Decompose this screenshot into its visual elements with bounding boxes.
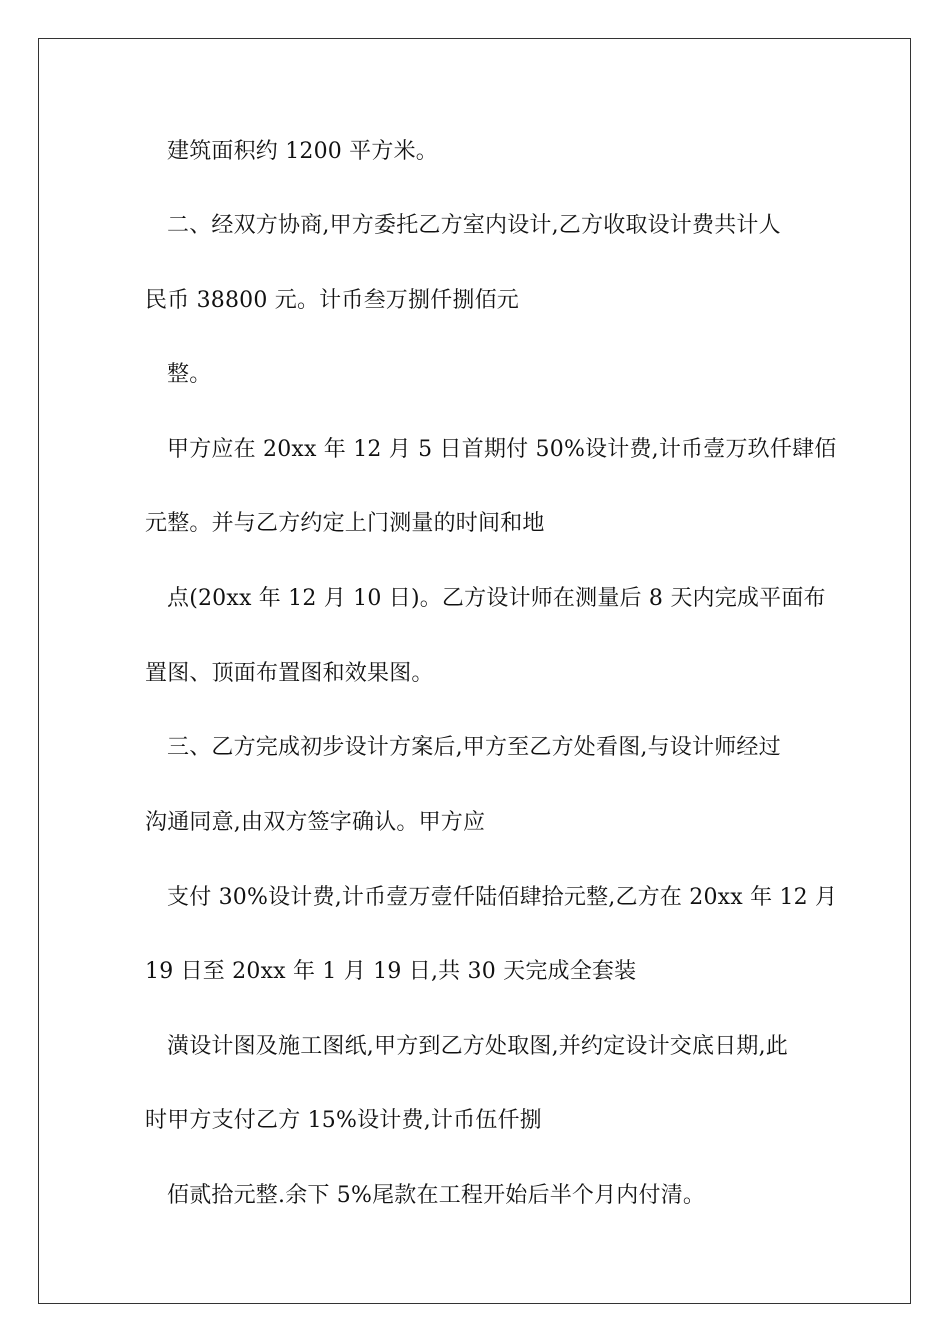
text-line: 甲方应在 20xx 年 12 月 5 日首期付 50%设计费,计币壹万玖仟肆佰: [167, 437, 837, 462]
text-line: 19 日至 20xx 年 1 月 19 日,共 30 天完成全套装: [145, 959, 637, 984]
text-line: 时甲方支付乙方 15%设计费,计币伍仟捌: [145, 1108, 542, 1133]
text-line: 整。: [167, 362, 212, 387]
text-line: 支付 30%设计费,计币壹万壹仟陆佰肆拾元整,乙方在 20xx 年 12 月: [167, 885, 838, 910]
text-line: 佰贰拾元整.余下 5%尾款在工程开始后半个月内付清。: [167, 1183, 706, 1208]
text-line: 三、乙方完成初步设计方案后,甲方至乙方处看图,与设计师经过: [167, 735, 781, 760]
text-line: 点(20xx 年 12 月 10 日)。乙方设计师在测量后 8 天内完成平面布: [167, 586, 826, 611]
text-line: 建筑面积约 1200 平方米。: [167, 139, 438, 164]
text-line: 置图、顶面布置图和效果图。: [145, 661, 434, 686]
text-line: 二、经双方协商,甲方委托乙方室内设计,乙方收取设计费共计人: [167, 213, 781, 238]
text-line: 民币 38800 元。计币叁万捌仟捌佰元: [145, 288, 519, 313]
text-line: 元整。并与乙方约定上门测量的时间和地: [145, 511, 545, 536]
text-line: 潢设计图及施工图纸,甲方到乙方处取图,并约定设计交底日期,此: [167, 1034, 788, 1059]
text-line: 沟通同意,由双方签字确认。甲方应: [145, 810, 486, 835]
